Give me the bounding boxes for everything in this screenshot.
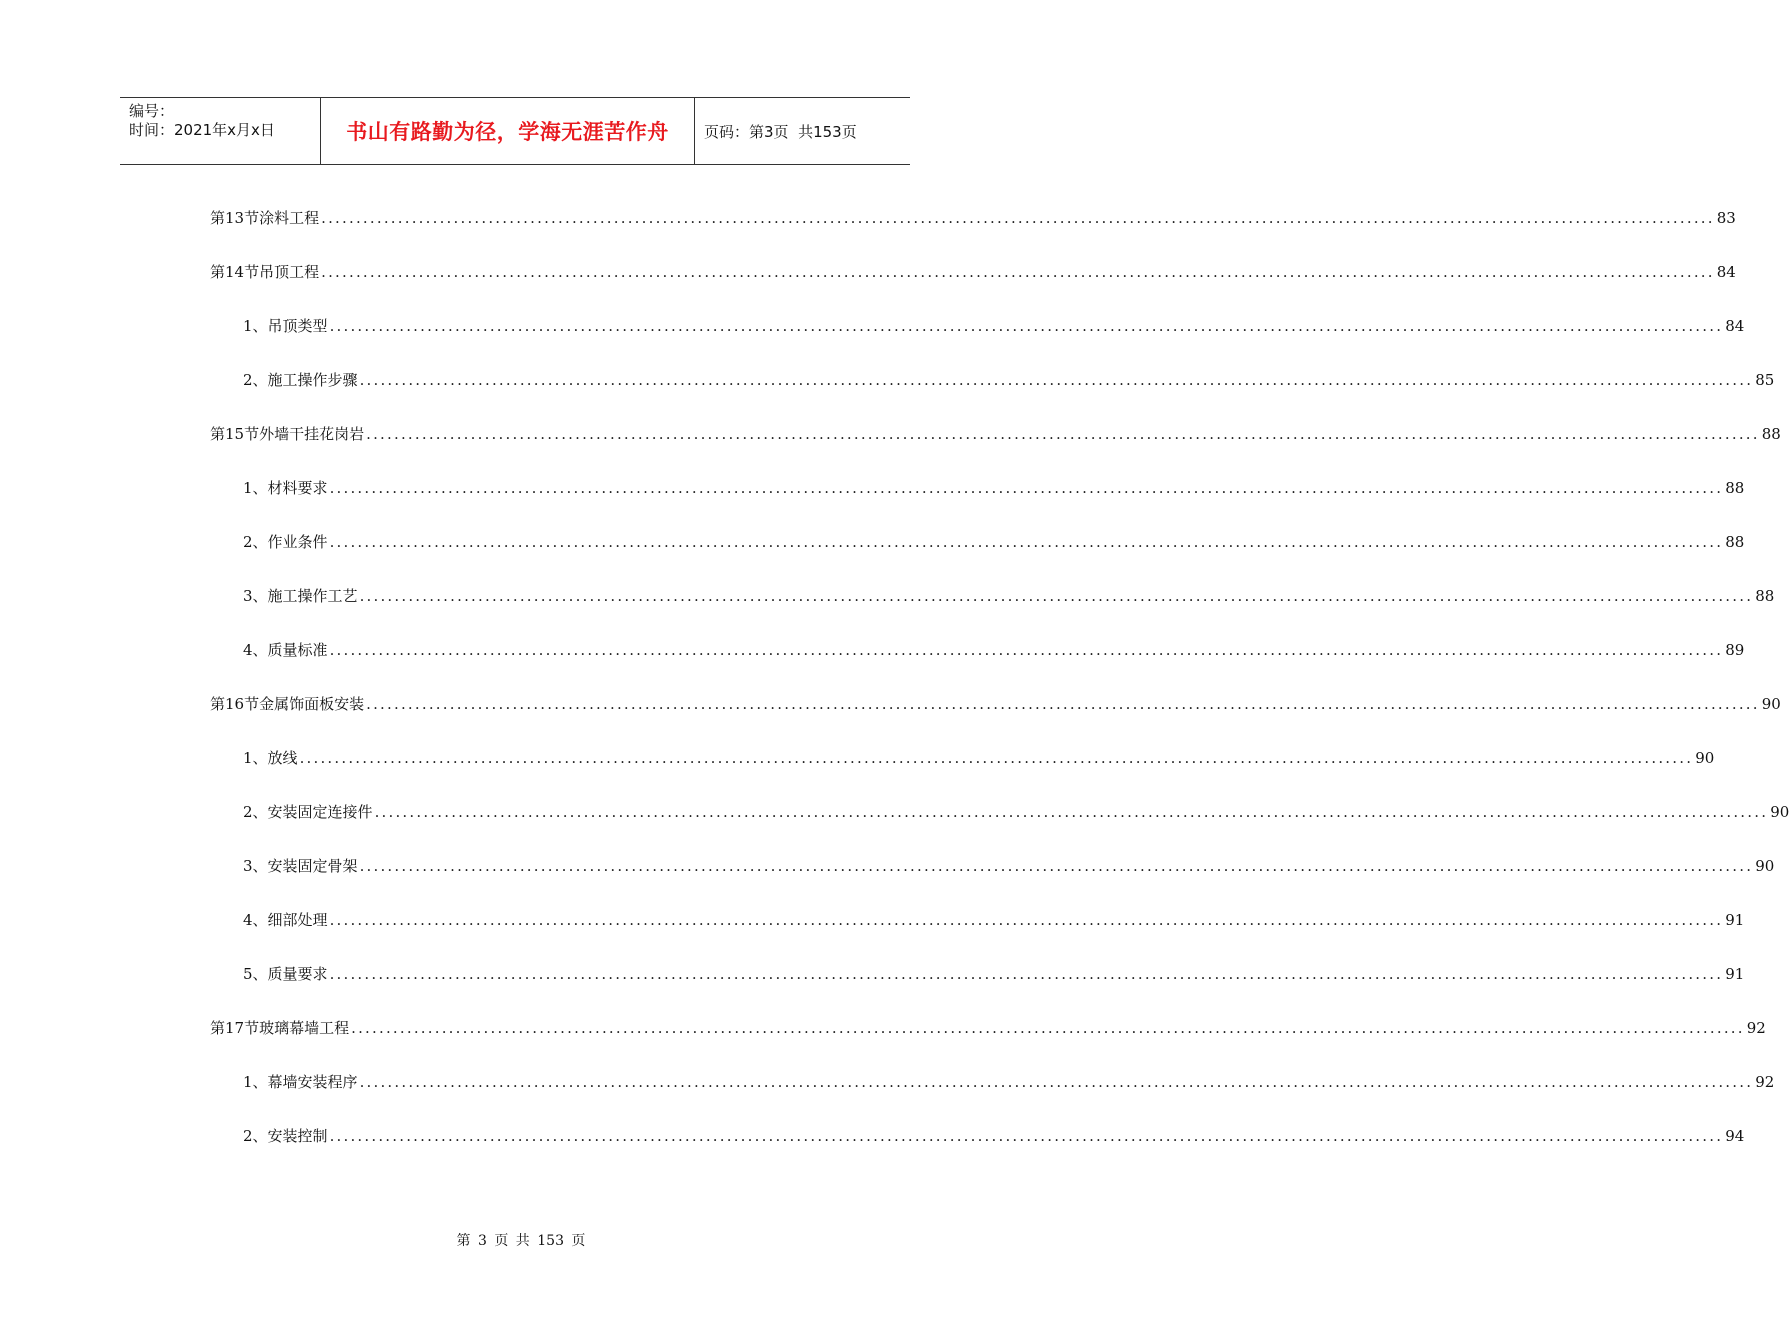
toc-entry-number: 第13节 <box>210 209 260 227</box>
toc-entry-title: 幕墙安装程序 <box>267 1073 358 1091</box>
toc-dot-leader: ........................................................................................................................................................................................................ <box>351 1019 1745 1037</box>
header-page-info <box>695 98 910 164</box>
toc-entry-page: 90 <box>1761 695 1781 713</box>
toc-entry-title: 材料要求 <box>267 479 328 497</box>
toc-dot-leader: ........................................................................................................................................................................................................ <box>374 803 1769 821</box>
toc-dot-leader: ........................................................................................................................................................................................................ <box>299 749 1694 767</box>
toc-entry-page: 90 <box>1755 857 1775 875</box>
toc-entry[interactable] <box>210 694 1781 714</box>
toc-entry-title: 施工操作工艺 <box>267 587 358 605</box>
toc-entry-page: 88 <box>1755 587 1775 605</box>
toc-entry-page: 91 <box>1725 965 1745 983</box>
toc-entry-number: 5、 <box>243 965 268 983</box>
toc-entry-title: 作业条件 <box>267 533 328 551</box>
toc-entry-number: 第17节 <box>210 1019 260 1037</box>
toc-entry-number: 2、 <box>243 1127 268 1145</box>
toc-entry-page: 94 <box>1725 1127 1745 1145</box>
toc-entry[interactable] <box>210 424 1781 444</box>
page-header <box>120 97 910 165</box>
toc-entry-number: 2、 <box>243 803 268 821</box>
toc-entry[interactable] <box>243 586 1775 606</box>
toc-entry-title: 吊顶工程 <box>259 263 320 281</box>
header-motto: 书山有路勤为径，学海无涯苦作舟 <box>321 98 695 164</box>
toc-entry-title: 施工操作步骤 <box>267 371 358 389</box>
toc-dot-leader: ........................................................................................................................................................................................................ <box>329 479 1724 497</box>
toc-entry-number: 第16节 <box>210 695 260 713</box>
toc-dot-leader: ........................................................................................................................................................................................................ <box>366 425 1760 443</box>
toc-entry[interactable] <box>243 856 1775 876</box>
toc-entry-title: 安装控制 <box>267 1127 328 1145</box>
toc-entry[interactable] <box>243 640 1745 660</box>
toc-entry[interactable] <box>210 1018 1766 1038</box>
page-footer: 第 3 页 共 153 页 <box>456 1233 586 1249</box>
toc-entry[interactable] <box>243 910 1745 930</box>
toc-entry[interactable] <box>210 208 1736 228</box>
toc-entry-page: 85 <box>1755 371 1775 389</box>
header-page-info-text: 页码：第3页 共153页 <box>704 122 857 141</box>
toc-entry-number: 1、 <box>243 317 268 335</box>
toc-entry-page: 88 <box>1725 533 1745 551</box>
toc-entry-number: 2、 <box>243 533 268 551</box>
toc-dot-leader: ........................................................................................................................................................................................................ <box>359 857 1754 875</box>
header-meta <box>120 98 321 164</box>
toc-dot-leader: ........................................................................................................................................................................................................ <box>329 317 1724 335</box>
toc-entry[interactable] <box>243 370 1775 390</box>
toc-entry[interactable] <box>243 1072 1775 1092</box>
toc-entry-title: 放线 <box>267 749 298 767</box>
toc-entry-page: 91 <box>1725 911 1745 929</box>
toc-entry[interactable] <box>243 748 1715 768</box>
toc-entry-number: 第14节 <box>210 263 260 281</box>
toc-entry[interactable] <box>210 262 1736 282</box>
toc-entry-title: 质量标准 <box>267 641 328 659</box>
toc-entry-number: 1、 <box>243 1073 268 1091</box>
toc-dot-leader: ........................................................................................................................................................................................................ <box>359 1073 1754 1091</box>
toc-entry-title: 吊顶类型 <box>267 317 328 335</box>
toc-dot-leader: ........................................................................................................................................................................................................ <box>321 263 1715 281</box>
toc-entry-page: 89 <box>1725 641 1745 659</box>
toc-entry-title: 细部处理 <box>267 911 328 929</box>
toc-entry-title: 外墙干挂花岗岩 <box>259 425 365 443</box>
toc-dot-leader: ........................................................................................................................................................................................................ <box>329 911 1724 929</box>
toc-dot-leader: ........................................................................................................................................................................................................ <box>329 1127 1724 1145</box>
toc-entry-page: 88 <box>1761 425 1781 443</box>
toc-entry[interactable] <box>243 532 1745 552</box>
toc-entry[interactable] <box>243 1126 1745 1146</box>
toc-entry-page: 83 <box>1716 209 1736 227</box>
toc-entry-number: 3、 <box>243 857 268 875</box>
toc-entry-number: 3、 <box>243 587 268 605</box>
toc-entry-number: 1、 <box>243 749 268 767</box>
toc-entry[interactable] <box>243 964 1745 984</box>
toc-entry[interactable] <box>243 478 1745 498</box>
header-time-label: 时间：2021年x月x日 <box>129 121 275 139</box>
toc-entry-number: 第15节 <box>210 425 260 443</box>
toc-dot-leader: ........................................................................................................................................................................................................ <box>329 965 1724 983</box>
toc-entry-page: 84 <box>1716 263 1736 281</box>
toc-entry-title: 涂料工程 <box>259 209 320 227</box>
toc-dot-leader: ........................................................................................................................................................................................................ <box>359 371 1754 389</box>
toc-entry-page: 90 <box>1695 749 1715 767</box>
toc-entry[interactable] <box>243 802 1789 822</box>
toc-entry-number: 4、 <box>243 911 268 929</box>
toc-entry-number: 2、 <box>243 371 268 389</box>
toc-entry-page: 92 <box>1746 1019 1766 1037</box>
toc-dot-leader: ........................................................................................................................................................................................................ <box>321 209 1715 227</box>
toc-entry-number: 1、 <box>243 479 268 497</box>
toc-entry-title: 安装固定连接件 <box>267 803 373 821</box>
toc-dot-leader: ........................................................................................................................................................................................................ <box>359 587 1754 605</box>
toc-dot-leader: ........................................................................................................................................................................................................ <box>366 695 1760 713</box>
toc-entry-title: 质量要求 <box>267 965 328 983</box>
toc-dot-leader: ........................................................................................................................................................................................................ <box>329 641 1724 659</box>
toc-entry-page: 92 <box>1755 1073 1775 1091</box>
toc-entry-page: 88 <box>1725 479 1745 497</box>
toc-entry-title: 金属饰面板安装 <box>259 695 365 713</box>
header-number-label: 编号： <box>129 102 175 120</box>
toc-entry-page: 84 <box>1725 317 1745 335</box>
toc-entry[interactable] <box>243 316 1745 336</box>
toc-entry-page: 90 <box>1770 803 1789 821</box>
toc-dot-leader: ........................................................................................................................................................................................................ <box>329 533 1724 551</box>
toc-entry-title: 玻璃幕墙工程 <box>259 1019 350 1037</box>
toc-entry-title: 安装固定骨架 <box>267 857 358 875</box>
toc-entry-number: 4、 <box>243 641 268 659</box>
